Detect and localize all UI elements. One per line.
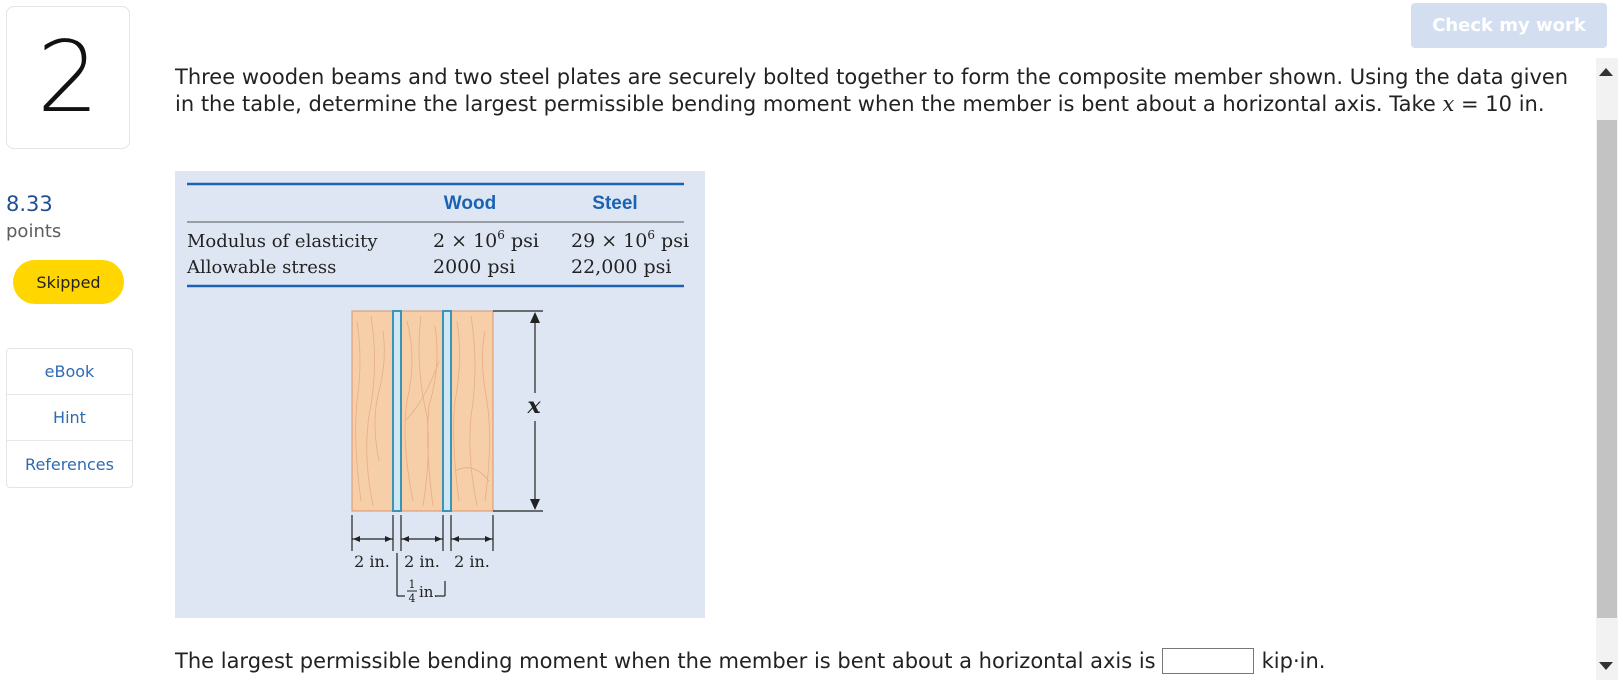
question-text-tail: = 10 in.: [1454, 92, 1545, 116]
steel-plate-left: [393, 311, 401, 511]
check-my-work-button[interactable]: Check my work: [1411, 3, 1607, 48]
scrollbar-thumb[interactable]: [1597, 120, 1617, 618]
figure-svg: [175, 171, 705, 618]
row-stress-wood: 2000 psi: [433, 256, 516, 278]
row-modulus-steel: $29 \times 10^6$ psi: [571, 228, 690, 252]
wood-beam-left: [352, 311, 393, 511]
table-header-wood: Wood: [443, 193, 497, 214]
points-value: 8.33: [6, 192, 53, 216]
scroll-up-icon[interactable]: [1599, 68, 1613, 76]
question-variable: x: [1442, 92, 1455, 116]
row-modulus-label: Modulus of elasticity: [187, 231, 378, 252]
question-text: [175, 64, 1585, 118]
table-header-steel: Steel: [592, 193, 638, 214]
ebook-link[interactable]: eBook: [7, 349, 132, 395]
composite-member: [352, 311, 493, 511]
question-text-body: Three wooden beams and two steel plates are securely bolted together to form the composite member shown. Using the data given in the table, determine the largest permissible bending moment when the member is bent about a horizontal axis. Take: [175, 65, 1569, 116]
question-number-box: [6, 6, 130, 149]
width-label-3: 2 in.: [454, 552, 490, 571]
answer-line: [175, 648, 1325, 674]
references-link[interactable]: References: [25, 454, 114, 474]
answer-unit: kip·in.: [1261, 649, 1326, 673]
scroll-down-icon[interactable]: [1599, 662, 1613, 670]
scrollbar[interactable]: [1596, 58, 1618, 680]
plate-thickness-numerator: 1: [408, 578, 416, 591]
resources-panel: [6, 348, 133, 488]
problem-figure: [175, 171, 705, 618]
steel-plate-right: [443, 311, 451, 511]
plate-thickness-unit: in.: [419, 583, 439, 601]
points-label: points: [6, 221, 62, 242]
height-label: x: [527, 393, 541, 419]
question-number: 2: [36, 20, 100, 135]
row-stress-label: Allowable stress: [187, 257, 337, 278]
answer-input[interactable]: [1162, 648, 1254, 674]
answer-prompt: The largest permissible bending moment when the member is bent about a horizontal axis is: [175, 649, 1156, 673]
status-badge: Skipped: [13, 260, 124, 304]
hint-link[interactable]: Hint: [7, 395, 132, 441]
width-label-2: 2 in.: [404, 552, 440, 571]
row-modulus-wood: $2 \times 10^6$ psi: [433, 228, 539, 252]
plate-thickness-label: [407, 578, 438, 605]
row-stress-steel: 22,000 psi: [571, 256, 672, 278]
width-label-1: 2 in.: [354, 552, 390, 571]
plate-thickness-denominator: 4: [408, 592, 416, 605]
